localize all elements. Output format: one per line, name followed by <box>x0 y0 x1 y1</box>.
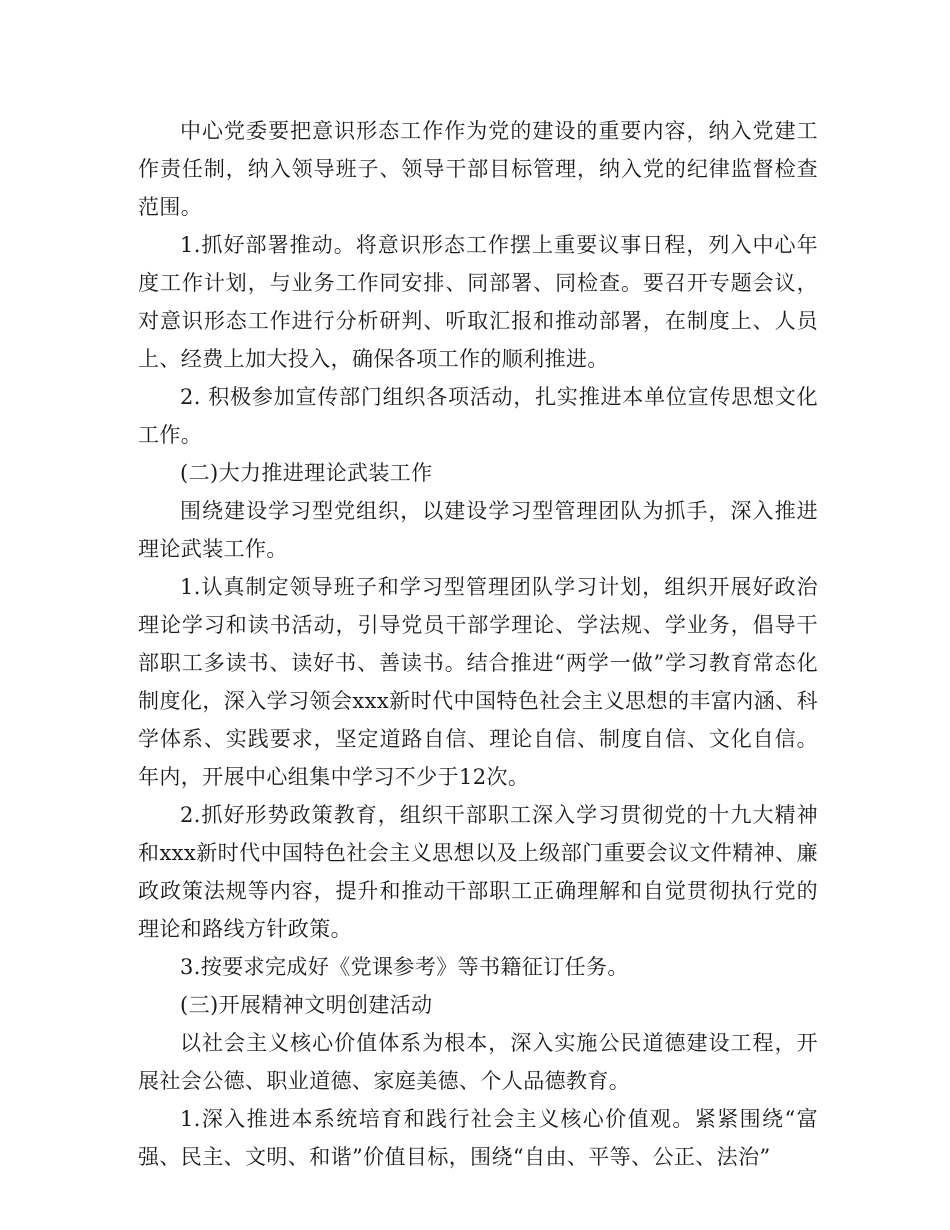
paragraph-theory-item-2: 2.抓好形势政策教育，组织干部职工深入学习贯彻党的十九大精神和xxx新时代中国特色社会主义思想以及上级部门重要会议文件精神、廉政政策法规等内容，提升和推动干部职工正确理解和自觉贯彻执行党的理论和路线方针政策。 <box>138 803 818 941</box>
paragraph-theory-item-1: 1.认真制定领导班子和学习型管理团队学习计划，组织开展好政治理论学习和读书活动，引导党员干部学理论、学法规、学业务，倡导干部职工多读书、读好书、善读书。结合推进“两学一做”学习教育常态化制度化，深入学习领会xxx新时代中国特色社会主义思想的丰富内涵、科学体系、实践要求，坚定道路自信、理论自信、制度自信、文化自信。年内，开展中心组集中学习不少于12次。 <box>138 575 818 789</box>
paragraph-civilization-intro: 以社会主义核心价值体系为根本，深入实施公民道德建设工程，开展社会公德、职业道德、家庭美德、个人品德教育。 <box>138 1031 818 1093</box>
paragraph-item-2-activities: 2. 积极参加宣传部门组织各项活动，扎实推进本单位宣传思想文化工作。 <box>138 385 818 447</box>
section-heading-theory: (二)大力推进理论武装工作 <box>180 461 433 485</box>
paragraph-theory-item-3: 3.按要求完成好《党课参考》等书籍征订任务。 <box>180 955 629 979</box>
document-page <box>138 112 818 1176</box>
paragraph-item-1-deployment: 1.抓好部署推动。将意识形态工作摆上重要议事日程，列入中心年度工作计划，与业务工作同安排、同部署、同检查。要召开专题会议，对意识形态工作进行分析研判、听取汇报和推动部署，在制度上、人员上、经费上加大投入，确保各项工作的顺利推进。 <box>138 233 818 371</box>
section-heading-civilization: (三)开展精神文明创建活动 <box>180 993 433 1017</box>
paragraph-theory-intro: 围绕建设学习型党组织，以建设学习型管理团队为抓手，深入推进理论武装工作。 <box>138 499 818 561</box>
paragraph-intro: 中心党委要把意识形态工作作为党的建设的重要内容，纳入党建工作责任制，纳入领导班子、领导干部目标管理，纳入党的纪律监督检查范围。 <box>138 119 818 219</box>
paragraph-civilization-item-1: 1.深入推进本系统培育和践行社会主义核心价值观。紧紧围绕“富强、民主、文明、和谐”价值目标，围绕“自由、平等、公正、法治” <box>138 1107 818 1169</box>
